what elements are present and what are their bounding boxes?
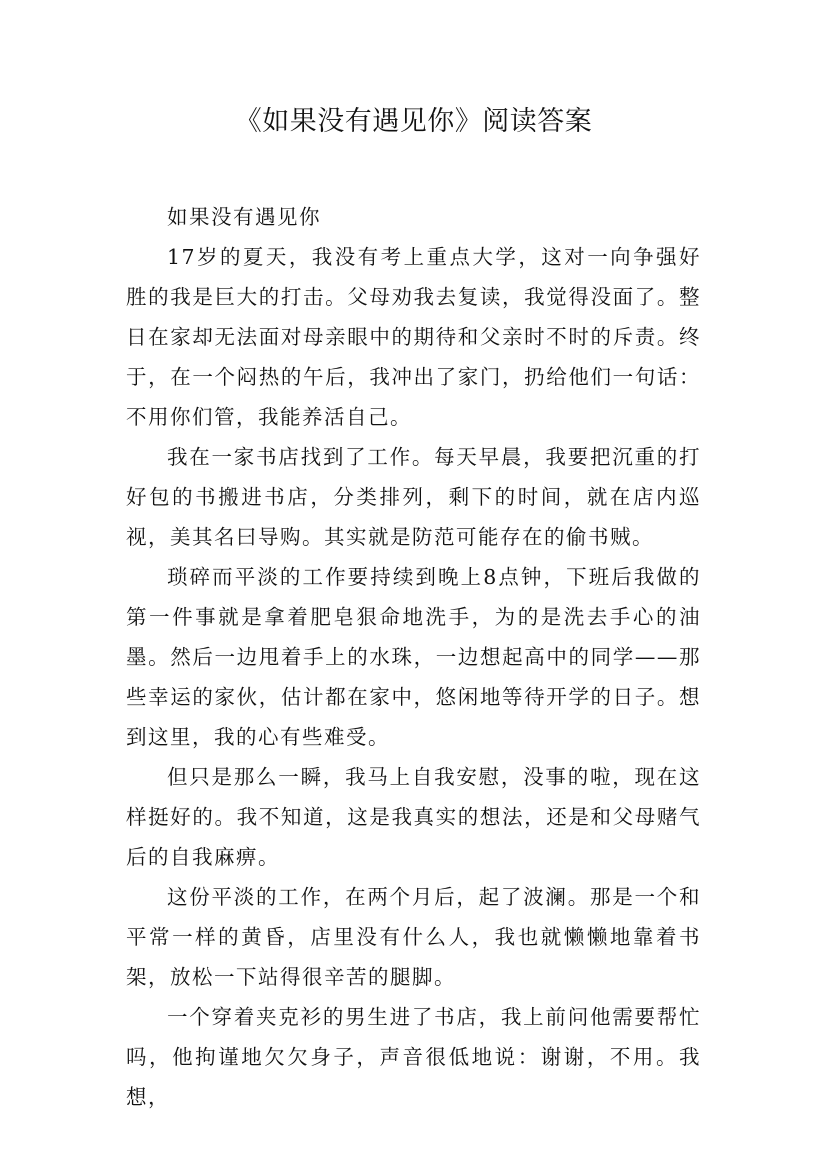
paragraph: 我在一家书店找到了工作。每天早晨，我要把沉重的打好包的书搬进书店，分类排列，剩下的时间，就在店内巡视，美其名曰导购。其实就是防范可能存在的偷书贼。: [126, 445, 701, 549]
paragraph: 这份平淡的工作，在两个月后，起了波澜。那是一个和平常一样的黄昏，店里没有什么人，我也就懒懒地靠着书架，放松一下站得很辛苦的腿脚。: [126, 885, 701, 989]
paragraph: 17岁的夏天，我没有考上重点大学，这对一向争强好胜的我是巨大的打击。父母劝我去复读，我觉得没面了。整日在家却无法面对母亲眼中的期待和父亲时不时的斥责。终于，在一个闷热的午后，我冲出了家门，扔给他们一句话：不用你们管，我能养活自己。: [126, 245, 701, 429]
document-title: 《如果没有遇见你》阅读答案: [234, 106, 593, 137]
paragraph: 一个穿着夹克衫的男生进了书店，我上前问他需要帮忙吗，他拘谨地欠欠身子，声音很低地说：谢谢，不用。我想，: [126, 1005, 701, 1109]
paragraph: 琐碎而平淡的工作要持续到晚上8点钟，下班后我做的第一件事就是拿着肥皂狠命地洗手，为的是洗去手心的油墨。然后一边甩着手上的水珠，一边想起高中的同学——那些幸运的家伙，估计都在家中，悠闲地等待开学的日子。想到这里，我的心有些难受。: [126, 565, 701, 749]
paragraph: 但只是那么一瞬，我马上自我安慰，没事的啦，现在这样挺好的。我不知道，这是我真实的想法，还是和父母赌气后的自我麻痹。: [126, 765, 701, 869]
story-title: 如果没有遇见你: [167, 205, 321, 229]
document-body: [126, 197, 701, 1117]
